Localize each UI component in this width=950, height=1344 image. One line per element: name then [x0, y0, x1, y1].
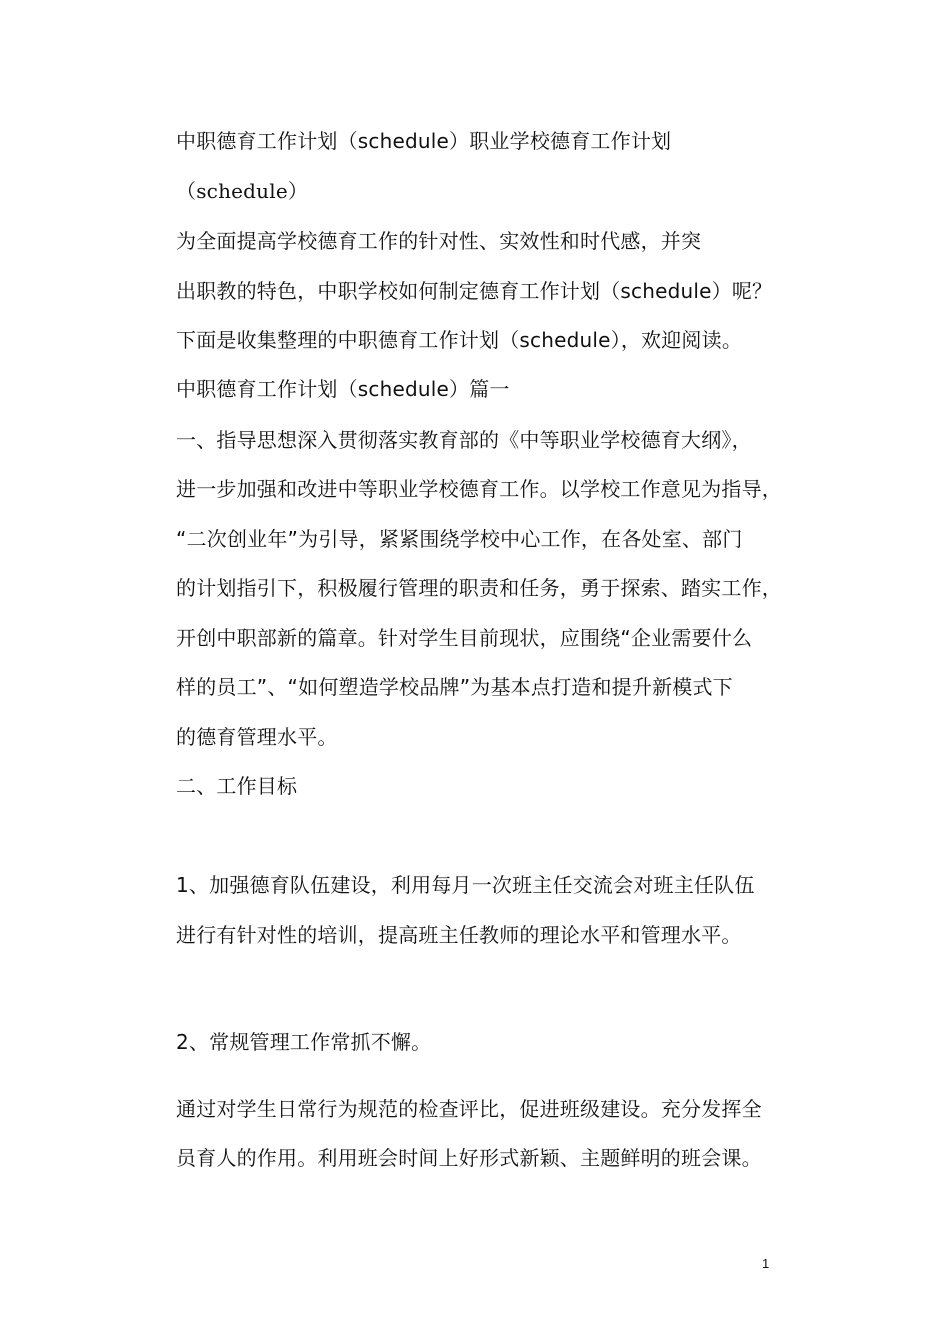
goal-2-heading: 2、常规管理工作常抓不懈。 — [176, 1030, 432, 1054]
guiding-ideology-line-3: “二次创业年”为引导，紧紧围绕学校中心工作，在各处室、部门 — [176, 527, 743, 551]
intro-paragraph-line-3: 下面是收集整理的中职德育工作计划（schedule），欢迎阅读。 — [176, 328, 743, 352]
goal-1-line-1: 1、加强德育队伍建设，利用每月一次班主任交流会对班主任队伍 — [176, 873, 755, 897]
guiding-ideology-line-5: 开创中职部新的篇章。针对学生目前现状，应围绕“企业需要什么 — [176, 626, 753, 650]
intro-paragraph-line-2: 出职教的特色，中职学校如何制定德育工作计划（schedule）呢？ — [176, 279, 773, 303]
intro-paragraph-line-1: 为全面提高学校德育工作的针对性、实效性和时代感，并突 — [176, 229, 702, 253]
guiding-ideology-line-1: 一、指导思想深入贯彻落实教育部的《中等职业学校德育大纲》， — [176, 428, 752, 452]
goal-1-line-2: 进行有针对性的培训，提高班主任教师的理论水平和管理水平。 — [176, 923, 742, 947]
guiding-ideology-line-2: 进一步加强和改进中等职业学校德育工作。以学校工作意见为指导， — [176, 477, 782, 501]
section-title: 中职德育工作计划（schedule）篇一 — [176, 377, 510, 401]
goal-2-line-2: 员育人的作用。利用班会时间上好形式新颖、主题鲜明的班会课。 — [176, 1146, 762, 1170]
guiding-ideology-line-4: 的计划指引下，积极履行管理的职责和任务，勇于探索、踏实工作， — [176, 576, 782, 600]
document-title-line-2: （schedule） — [176, 179, 309, 203]
guiding-ideology-line-6: 样的员工”、“如何塑造学校品牌”为基本点打造和提升新模式下 — [176, 675, 733, 699]
work-goals-heading: 二、工作目标 — [176, 774, 298, 798]
goal-2-line-1: 通过对学生日常行为规范的检查评比，促进班级建设。充分发挥全 — [176, 1097, 762, 1121]
page-number: 1 — [762, 1256, 770, 1271]
document-title-line-1: 中职德育工作计划（schedule）职业学校德育工作计划 — [176, 129, 672, 153]
guiding-ideology-line-7: 的德育管理水平。 — [176, 725, 338, 749]
